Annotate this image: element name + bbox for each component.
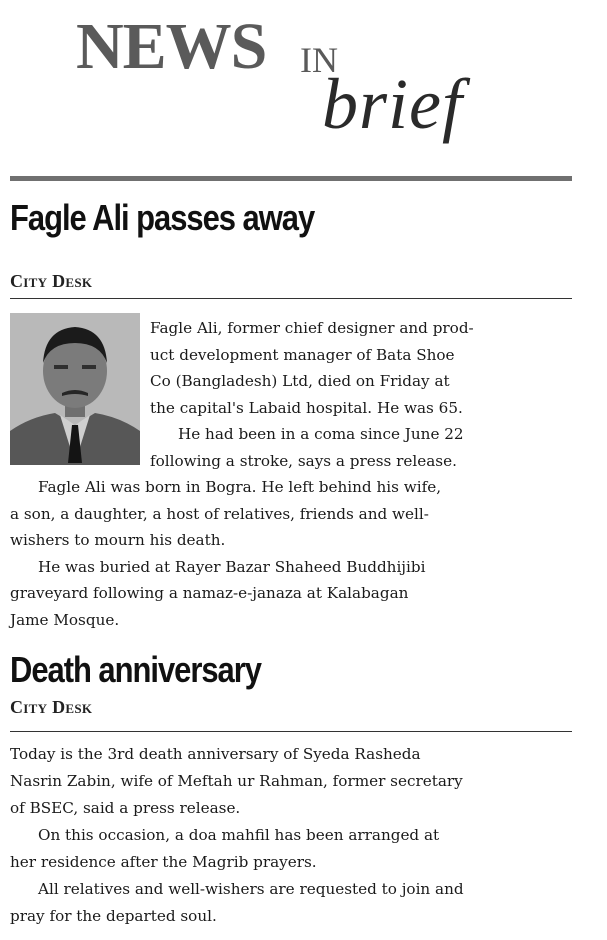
- story2-line: her residence after the Magrib prayers.: [10, 853, 317, 871]
- story1-byline: City Desk: [10, 271, 93, 291]
- story1-headline: Fagle Ali passes away: [10, 197, 315, 238]
- masthead-brief: brief: [322, 64, 463, 144]
- story2-line: pray for the departed soul.: [10, 907, 217, 925]
- story1-line: a son, a daughter, a host of relatives, friends and well-: [10, 504, 429, 523]
- story2-text: [10, 741, 575, 930]
- story2-byline: City Desk: [10, 697, 93, 717]
- story1-line: He was buried at Rayer Bazar Shaheed Buddhijibi: [38, 557, 426, 576]
- story2-headline: Death anniversary: [10, 649, 261, 690]
- story1-line: following a stroke, says a press release.: [150, 451, 457, 470]
- story2-line: On this occasion, a doa mahfil has been arranged at: [38, 826, 440, 844]
- portrait-photo: [10, 313, 140, 465]
- story1-line: graveyard following a namaz-e-janaza at Kalabagan: [10, 584, 409, 602]
- story1-line: the capital's Labaid hospital. He was 65.: [150, 398, 463, 417]
- story2-line: Nasrin Zabin, wife of Meftah ur Rahman, former secretary: [10, 772, 463, 790]
- story1-line: wishers to mourn his death.: [10, 531, 226, 549]
- story1-line: uct development manager of Bata Shoe: [150, 345, 455, 364]
- story1-line: Co (Bangladesh) Ltd, died on Friday at: [150, 372, 450, 390]
- story1-line: Fagle Ali was born in Bogra. He left behind his wife,: [38, 478, 442, 496]
- masthead: [0, 0, 607, 180]
- story1-line: He had been in a coma since June 22: [178, 425, 464, 443]
- story1-wrapped-text: [150, 315, 570, 474]
- story1-line: Jame Mosque.: [10, 610, 120, 629]
- story1-rule: [10, 298, 572, 299]
- story1-line: Fagle Ali, former chief designer and prod-: [150, 319, 474, 337]
- story2-line: Today is the 3rd death anniversary of Syeda Rasheda: [10, 745, 421, 763]
- story2-rule: [10, 731, 572, 732]
- masthead-rule: [10, 176, 572, 181]
- story2-line: of BSEC, said a press release.: [10, 799, 241, 817]
- story1-full-text: [10, 474, 575, 633]
- masthead-news: NEWS: [76, 10, 267, 83]
- story2-line: All relatives and well-wishers are requested to join and: [38, 880, 464, 898]
- masthead-in: IN: [300, 40, 338, 80]
